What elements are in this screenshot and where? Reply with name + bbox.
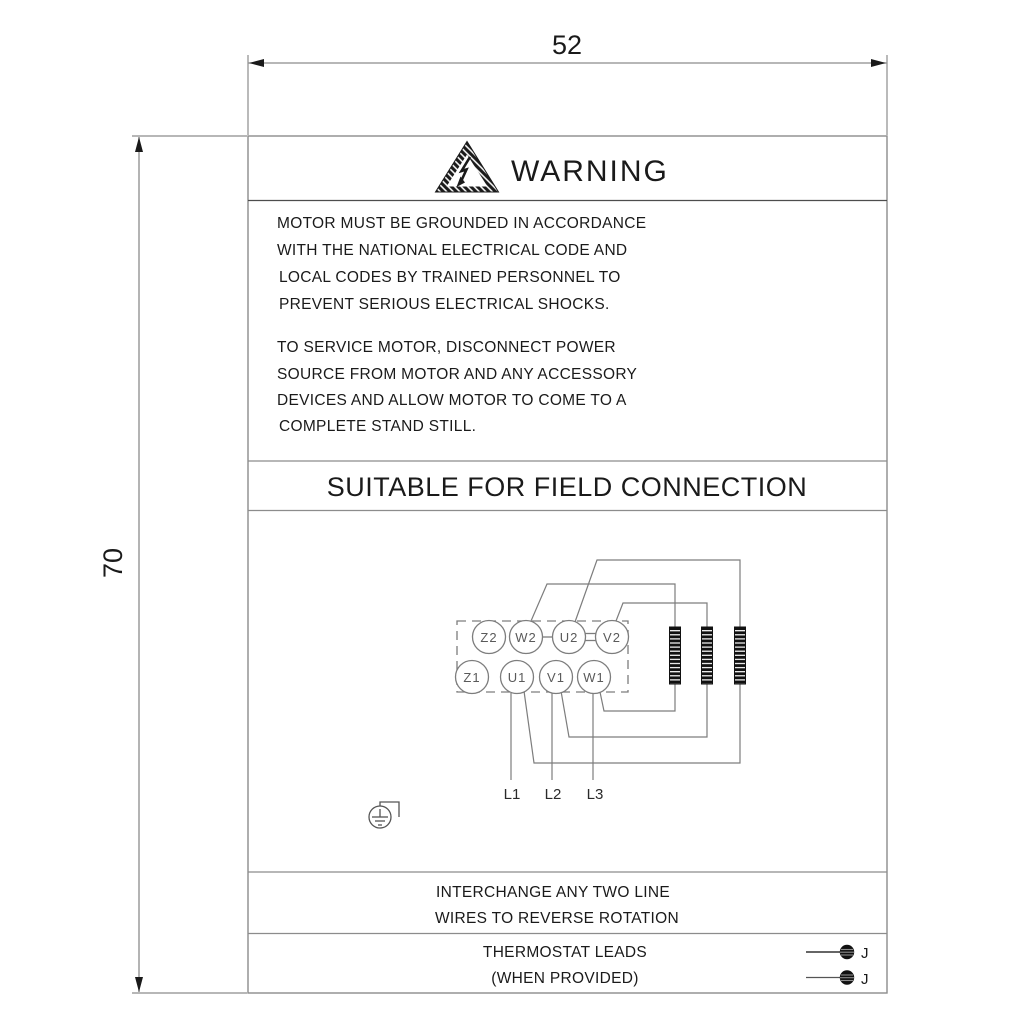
warning-p1-line3: LOCAL CODES BY TRAINED PERSONNEL TO xyxy=(279,269,621,286)
height-dim-value: 70 xyxy=(98,547,128,579)
terminal-w2-label: W2 xyxy=(515,630,537,645)
terminal-v1-label: V1 xyxy=(547,670,565,685)
motor-windings xyxy=(670,627,746,684)
winding-coil-2 xyxy=(702,627,713,684)
width-dim-value: 52 xyxy=(551,30,583,60)
warning-p1-line2: WITH THE NATIONAL ELECTRICAL CODE AND xyxy=(277,242,628,259)
winding-coil-3 xyxy=(735,627,746,684)
dim-arrow-up xyxy=(135,137,143,152)
dim-arrow-right xyxy=(871,59,886,67)
rotation-note-line2: WIRES TO REVERSE ROTATION xyxy=(434,910,680,927)
terminal-z1-label: Z1 xyxy=(463,670,481,685)
thermostat-line2: (WHEN PROVIDED) xyxy=(491,970,639,987)
dim-arrow-down xyxy=(135,977,143,992)
rotation-note-line1: INTERCHANGE ANY TWO LINE xyxy=(435,884,671,901)
warning-p2-line4: COMPLETE STAND STILL. xyxy=(279,418,477,435)
warning-p2-line2: SOURCE FROM MOTOR AND ANY ACCESSORY xyxy=(277,366,638,383)
thermostat-line1: THERMOSTAT LEADS xyxy=(482,944,648,961)
winding-coil-1 xyxy=(670,627,681,684)
lead1-label: J xyxy=(861,945,869,962)
line-label-l2: L2 xyxy=(544,786,562,803)
terminal-z2-label: Z2 xyxy=(480,630,498,645)
label-border xyxy=(248,136,887,993)
warning-p1-line1: MOTOR MUST BE GROUNDED IN ACCORDANCE xyxy=(277,215,647,232)
lead2-label: J xyxy=(861,971,869,988)
supply-line-labels xyxy=(504,786,604,803)
dim-arrow-left xyxy=(249,59,264,67)
line-label-l1: L1 xyxy=(503,786,521,803)
terminal-w1-label: W1 xyxy=(583,670,605,685)
warning-p1-line4: PREVENT SERIOUS ELECTRICAL SHOCKS. xyxy=(279,296,610,313)
terminal-u1-label: U1 xyxy=(507,670,527,685)
terminal-v2-label: V2 xyxy=(603,630,621,645)
line-label-l3: L3 xyxy=(586,786,604,803)
warning-title: WARNING xyxy=(511,155,669,188)
warning-p2-line1: TO SERVICE MOTOR, DISCONNECT POWER xyxy=(277,339,616,356)
field-connection-title: SUITABLE FOR FIELD CONNECTION xyxy=(326,472,808,502)
warning-p2-line3: DEVICES AND ALLOW MOTOR TO COME TO A xyxy=(277,392,627,409)
height-dimension xyxy=(98,136,247,993)
terminal-u2-label: U2 xyxy=(559,630,579,645)
width-dimension xyxy=(248,30,887,135)
